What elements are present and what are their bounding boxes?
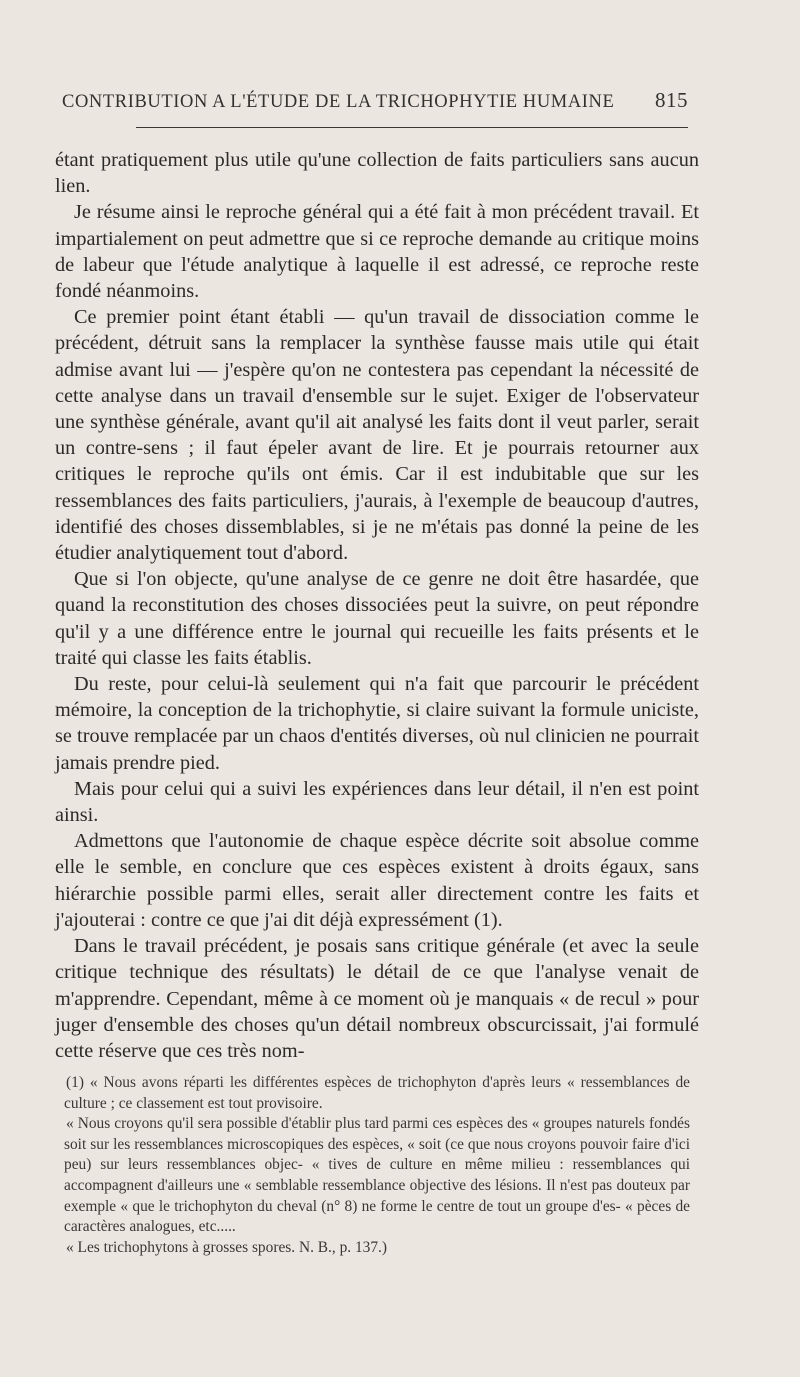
paragraph: Dans le travail précédent, je posais sans critique générale (et avec la seule critique technique des résultats) le détail de ce que l'analyse venait de m'apprendre. Cependant, même à ce moment où je manquais « de recul » pour juger d'ensemble des choses qu'un détail nombreux obscurcissait, j'ai formulé cette réserve que ces très nom- <box>55 935 699 1062</box>
paragraph: Je résume ainsi le reproche général qui a été fait à mon précédent travail. Et impartialement on peut admettre que si ce reproche demande au critique moins de labeur que l'étude analytique à laquelle il est adressé, ce reproche reste fondé néanmoins. <box>55 201 699 303</box>
page-number: 815 <box>655 88 688 112</box>
paragraph: étant pratiquement plus utile qu'une collection de faits particuliers sans aucun lien. <box>55 149 699 198</box>
paragraph: Admettons que l'autonomie de chaque espèce décrite soit absolue comme elle le semble, en conclure que ces espèces existent à droits égaux, sans hiérarchie possible parmi elles, serait aller directement contre les faits et j'ajouterai : contre ce que j'ai dit déjà expressément (1). <box>55 830 699 931</box>
paragraph: Ce premier point étant établi — qu'un travail de dissociation comme le précédent, détruit sans la remplacer la synthèse fausse mais utile qui était admise avant lui — j'espère qu'on ne contestera pas cependant la nécessité de cette analyse dans un travail d'ensemble sur le sujet. Exiger de l'observateur une synthèse générale, avant qu'il ait analysé les faits dont il veut parler, serait un contre-sens ; il faut épeler avant de lire. Et je pourrais retourner aux critiques le reproche qu'ils ont émis. Car il est indubitable que sur les ressemblances des faits particuliers, j'aurais, à l'exemple de beaucoup d'autres, identifié des choses dissemblables, si je ne m'étais pas donné la peine de les étudier analytiquement tout d'abord. <box>55 306 699 565</box>
body-text <box>55 147 699 1064</box>
running-header <box>62 88 688 113</box>
paragraph: Mais pour celui qui a suivi les expériences dans leur détail, il n'en est point ainsi. <box>55 777 699 827</box>
header-rule <box>136 127 688 128</box>
paragraph: Du reste, pour celui-là seulement qui n'a fait que parcourir le précédent mémoire, la conception de la trichophytie, si claire suivant la formule uniciste, se trouve remplacée par un chaos d'entités diverses, où nul clinicien ne pourrait jamais prendre pied. <box>55 673 699 774</box>
footnotes <box>64 1073 690 1258</box>
running-title: CONTRIBUTION A L'ÉTUDE DE LA TRICHOPHYTIE HUMAINE <box>62 92 615 112</box>
footnote-line: « Les trichophytons à grosses spores. N. B., p. 137.) <box>66 1238 388 1256</box>
footnote-line: (1) « Nous avons réparti les différentes espèces de trichophyton d'après leurs « ressemblances de culture ; ce classement est tout provisoire. <box>64 1074 690 1112</box>
paragraph: Que si l'on objecte, qu'une analyse de ce genre ne doit être hasardée, que quand la reconstitution des choses dissociées peut la suivre, on peut répondre qu'il y a une différence entre le journal qui recueille les faits présents et le traité qui classe les faits établis. <box>55 568 699 669</box>
footnote-line: « Nous croyons qu'il sera possible d'établir plus tard parmi ces espèces des « groupes naturels fondés soit sur les ressemblances microscopiques des espèces, « soit (ce que nous croyons pouvoir faire d'ici peu) sur leurs ressemblances objec- « tives de culture en même milieu : ressemblances qui accompagnent d'ailleurs une « semblable ressemblance objective des lésions. Il n'est pas douteux par exemple « que le trichophyton du cheval (n° 8) ne forme le centre de tout un groupe d'es- « pèces de caractères analogues, etc..... <box>64 1115 690 1236</box>
